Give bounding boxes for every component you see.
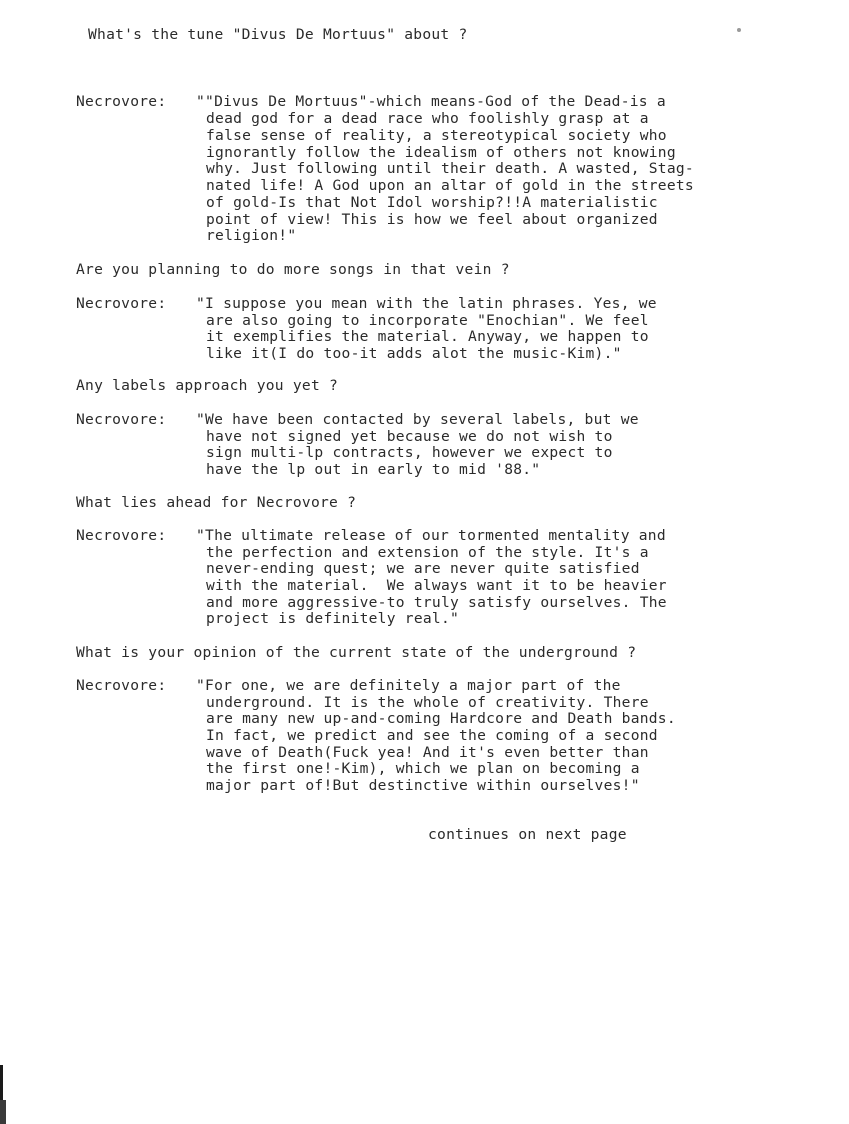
answer-line: "For one, we are definitely a major part of the (196, 677, 621, 694)
answer-line: it exemplifies the material. Anyway, we happen to (206, 328, 649, 345)
interview-question-1: What's the tune "Divus De Mortuus" about ? (88, 26, 468, 43)
answer-line: sign multi-lp contracts, however we expect to (206, 444, 613, 461)
answer-line: dead god for a dead race who foolishly grasp at a (206, 110, 649, 127)
answer-line: project is definitely real." (206, 610, 460, 627)
answer-line: have not signed yet because we do not wish to (206, 428, 613, 445)
interview-question-2: Are you planning to do more songs in that vein ? (76, 261, 510, 278)
answer-line: ""Divus De Mortuus"-which means-God of the Dead-is a (196, 93, 666, 110)
interview-question-3: Any labels approach you yet ? (76, 377, 339, 394)
answer-line: and more aggressive-to truly satisfy ourselves. The (206, 594, 667, 611)
continuation-note: continues on next page (428, 826, 627, 843)
answer-line: like it(I do too-it adds alot the music-Kim)." (206, 345, 622, 362)
answer-line: are many new up-and-coming Hardcore and Death bands. (206, 710, 676, 727)
answer-line: "I suppose you mean with the latin phrases. Yes, we (196, 295, 657, 312)
answer-line: with the material. We always want it to be heavier (206, 577, 667, 594)
answer-line: have the lp out in early to mid '88." (206, 461, 541, 478)
answer-line: nated life! A God upon an altar of gold in the streets (206, 177, 694, 194)
answer-line: of gold-Is that Not Idol worship?!!A materialistic (206, 194, 658, 211)
speaker-label: Necrovore: (76, 411, 167, 428)
answer-line: false sense of reality, a stereotypical society who (206, 127, 667, 144)
answer-line: In fact, we predict and see the coming of a second (206, 727, 658, 744)
speaker-label: Necrovore: (76, 295, 167, 312)
speaker-label: Necrovore: (76, 677, 167, 694)
answer-line: point of view! This is how we feel about organized (206, 211, 658, 228)
scan-edge (0, 1100, 6, 1124)
answer-line: major part of!But destinctive within ourselves!" (206, 777, 640, 794)
answer-line: are also going to incorporate "Enochian". We feel (206, 312, 649, 329)
paper-speck (737, 28, 741, 32)
answer-line: never-ending quest; we are never quite satisfied (206, 560, 640, 577)
speaker-label: Necrovore: (76, 527, 167, 544)
answer-line: underground. It is the whole of creativity. There (206, 694, 649, 711)
answer-line: "We have been contacted by several labels, but we (196, 411, 639, 428)
answer-line: ignorantly follow the idealism of others not knowing (206, 144, 676, 161)
speaker-label: Necrovore: (76, 93, 167, 110)
answer-line: the first one!-Kim), which we plan on becoming a (206, 760, 640, 777)
answer-line: religion!" (206, 227, 297, 244)
answer-line: the perfection and extension of the style. It's a (206, 544, 649, 561)
interview-question-4: What lies ahead for Necrovore ? (76, 494, 357, 511)
answer-line: why. Just following until their death. A wasted, Stag- (206, 160, 694, 177)
answer-line: wave of Death(Fuck yea! And it's even better than (206, 744, 649, 761)
interview-question-5: What is your opinion of the current state of the underground ? (76, 644, 637, 661)
answer-line: "The ultimate release of our tormented mentality and (196, 527, 666, 544)
